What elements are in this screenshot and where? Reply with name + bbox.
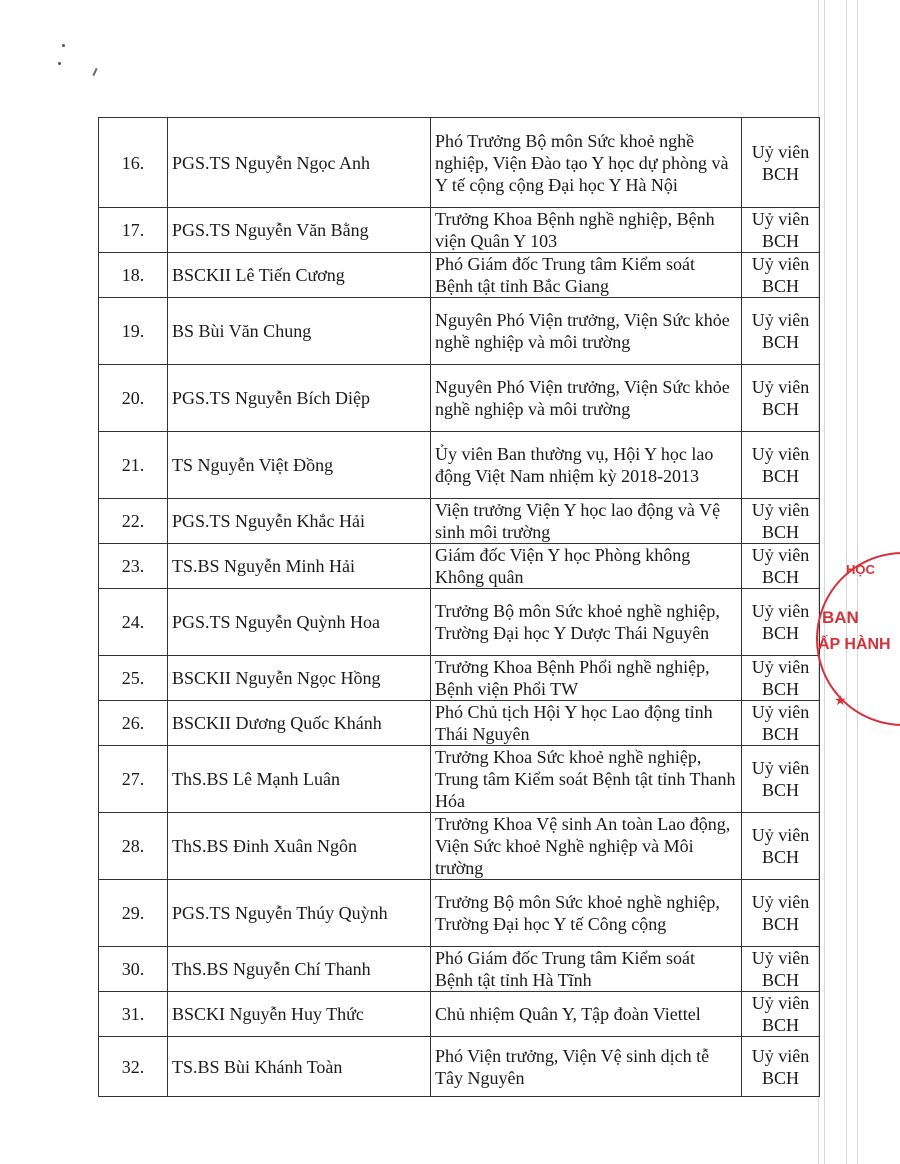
member-role: Phó Giám đốc Trung tâm Kiểm soát Bệnh tật tỉnh Bắc Giang	[431, 253, 742, 298]
scan-mark	[92, 68, 97, 76]
member-name: ThS.BS Lê Mạnh Luân	[168, 746, 431, 813]
row-number: 30.	[99, 947, 168, 992]
member-name: PGS.TS Nguyễn Văn Bằng	[168, 208, 431, 253]
member-role: Trưởng Khoa Vệ sinh An toàn Lao động, Viện Sức khoẻ Nghề nghiệp và Môi trường	[431, 813, 742, 880]
row-number: 23.	[99, 544, 168, 589]
row-number: 22.	[99, 499, 168, 544]
member-name: PGS.TS Nguyễn Khắc Hải	[168, 499, 431, 544]
member-role: Trưởng Khoa Bệnh nghề nghiệp, Bệnh viện Quân Y 103	[431, 208, 742, 253]
table-row	[99, 365, 820, 432]
row-number: 17.	[99, 208, 168, 253]
member-position: Uỷ viên BCH	[742, 656, 820, 701]
members-table	[98, 117, 820, 1097]
member-position: Uỷ viên BCH	[742, 1037, 820, 1097]
stamp-text-middle: BAN	[822, 608, 859, 627]
table-row	[99, 880, 820, 947]
member-role: Trưởng Khoa Sức khoẻ nghề nghiệp, Trung tâm Kiểm soát Bệnh tật tỉnh Thanh Hóa	[431, 746, 742, 813]
table-row	[99, 1037, 820, 1097]
member-position: Uỷ viên BCH	[742, 298, 820, 365]
member-name: ThS.BS Đinh Xuân Ngôn	[168, 813, 431, 880]
member-role: Giám đốc Viện Y học Phòng không Không quân	[431, 544, 742, 589]
member-name: PGS.TS Nguyễn Quỳnh Hoa	[168, 589, 431, 656]
row-number: 29.	[99, 880, 168, 947]
member-name: BSCKI Nguyễn Huy Thức	[168, 992, 431, 1037]
member-position: Uỷ viên BCH	[742, 992, 820, 1037]
members-table-body	[99, 118, 820, 1097]
member-role: Phó Chủ tịch Hội Y học Lao động tỉnh Thái Nguyên	[431, 701, 742, 746]
member-role: Trưởng Bộ môn Sức khoẻ nghề nghiệp, Trường Đại học Y Dược Thái Nguyên	[431, 589, 742, 656]
member-position: Uỷ viên BCH	[742, 432, 820, 499]
table-row	[99, 701, 820, 746]
member-name: TS.BS Bùi Khánh Toàn	[168, 1037, 431, 1097]
row-number: 16.	[99, 118, 168, 208]
table-row	[99, 589, 820, 656]
stamp-text-top: HỌC	[846, 562, 875, 577]
member-name: ThS.BS Nguyễn Chí Thanh	[168, 947, 431, 992]
member-position: Uỷ viên BCH	[742, 947, 820, 992]
row-number: 32.	[99, 1037, 168, 1097]
member-name: PGS.TS Nguyễn Bích Diệp	[168, 365, 431, 432]
member-name: PGS.TS Nguyễn Ngọc Anh	[168, 118, 431, 208]
table-row	[99, 432, 820, 499]
member-position: Uỷ viên BCH	[742, 746, 820, 813]
member-role: Trưởng Bộ môn Sức khoẻ nghề nghiệp, Trường Đại học Y tế Công cộng	[431, 880, 742, 947]
member-position: Uỷ viên BCH	[742, 499, 820, 544]
member-role: Phó Giám đốc Trung tâm Kiểm soát Bệnh tật tỉnh Hà Tĩnh	[431, 947, 742, 992]
member-name: TS.BS Nguyễn Minh Hải	[168, 544, 431, 589]
member-role: Viện trưởng Viện Y học lao động và Vệ sinh môi trường	[431, 499, 742, 544]
scan-speck	[62, 44, 65, 47]
table-row	[99, 746, 820, 813]
member-role: Nguyên Phó Viện trưởng, Viện Sức khỏe nghề nghiệp và môi trường	[431, 365, 742, 432]
table-row	[99, 813, 820, 880]
table-row	[99, 298, 820, 365]
row-number: 24.	[99, 589, 168, 656]
member-name: BSCKII Nguyễn Ngọc Hồng	[168, 656, 431, 701]
member-role: Phó Viện trưởng, Viện Vệ sinh dịch tễ Tây Nguyên	[431, 1037, 742, 1097]
table-row	[99, 656, 820, 701]
table-row	[99, 992, 820, 1037]
row-number: 28.	[99, 813, 168, 880]
stamp-star-icon: ★	[834, 692, 847, 708]
row-number: 31.	[99, 992, 168, 1037]
table-row	[99, 947, 820, 992]
row-number: 21.	[99, 432, 168, 499]
member-position: Uỷ viên BCH	[742, 253, 820, 298]
member-name: TS Nguyễn Việt Đồng	[168, 432, 431, 499]
member-role: Trưởng Khoa Bệnh Phổi nghề nghiệp, Bệnh viện Phổi TW	[431, 656, 742, 701]
scan-edge-line	[824, 0, 825, 1164]
member-position: Uỷ viên BCH	[742, 589, 820, 656]
member-position: Uỷ viên BCH	[742, 701, 820, 746]
row-number: 26.	[99, 701, 168, 746]
table-row	[99, 544, 820, 589]
member-position: Uỷ viên BCH	[742, 118, 820, 208]
member-name: BSCKII Dương Quốc Khánh	[168, 701, 431, 746]
scan-speck	[58, 62, 61, 65]
table-row	[99, 118, 820, 208]
member-position: Uỷ viên BCH	[742, 365, 820, 432]
table-row	[99, 253, 820, 298]
row-number: 19.	[99, 298, 168, 365]
member-position: Uỷ viên BCH	[742, 813, 820, 880]
member-role: Chủ nhiệm Quân Y, Tập đoàn Viettel	[431, 992, 742, 1037]
member-role: Phó Trưởng Bộ môn Sức khoẻ nghề nghiệp, Viện Đào tạo Y học dự phòng và Y tế cộng cộng Đại học Y Hà Nội	[431, 118, 742, 208]
member-role: Ủy viên Ban thường vụ, Hội Y học lao động Việt Nam nhiệm kỳ 2018-2013	[431, 432, 742, 499]
member-name: BS Bùi Văn Chung	[168, 298, 431, 365]
member-role: Nguyên Phó Viện trưởng, Viện Sức khỏe nghề nghiệp và môi trường	[431, 298, 742, 365]
member-name: PGS.TS Nguyễn Thúy Quỳnh	[168, 880, 431, 947]
row-number: 25.	[99, 656, 168, 701]
stamp-text-bottom: ẤP HÀNH	[818, 636, 891, 653]
member-position: Uỷ viên BCH	[742, 880, 820, 947]
row-number: 18.	[99, 253, 168, 298]
table-row	[99, 208, 820, 253]
table-row	[99, 499, 820, 544]
row-number: 20.	[99, 365, 168, 432]
member-position: Uỷ viên BCH	[742, 544, 820, 589]
member-name: BSCKII Lê Tiến Cương	[168, 253, 431, 298]
row-number: 27.	[99, 746, 168, 813]
member-position: Uỷ viên BCH	[742, 208, 820, 253]
